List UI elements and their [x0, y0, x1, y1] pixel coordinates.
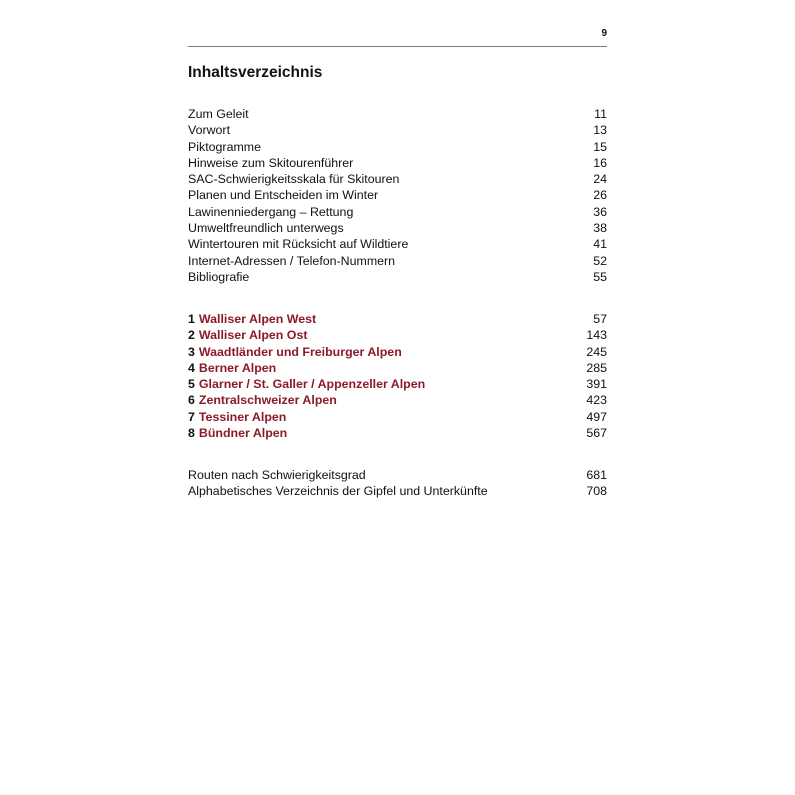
toc-entry-page: 16: [593, 155, 607, 170]
toc-entry: [188, 220, 607, 236]
toc-entry-title: Umweltfreundlich unterwegs: [188, 221, 344, 236]
chapter-page: 285: [586, 360, 607, 375]
chapter-title: Zentralschweizer Alpen: [198, 393, 337, 408]
chapter-entry: [188, 311, 607, 327]
chapter-number: 4: [188, 360, 195, 375]
header-rule: [188, 46, 607, 47]
chapter-page: 423: [586, 393, 607, 408]
toc-entry: [188, 155, 607, 171]
chapter-entry: [188, 376, 607, 392]
toc-entry-title: SAC-Schwierigkeitsskala für Skitouren: [188, 172, 400, 187]
chapter-heading: [188, 376, 425, 392]
toc-entry-title: Hinweise zum Skitourenführer: [188, 155, 354, 170]
chapter-title: Bündner Alpen: [198, 426, 288, 441]
chapter-entry: [188, 392, 607, 408]
back-matter-list: [188, 467, 607, 500]
chapter-heading: [188, 327, 307, 343]
toc-entry-title: Vorwort: [188, 123, 231, 138]
toc-entry: [188, 483, 607, 499]
front-matter-list: [188, 106, 607, 285]
toc-entry-title: Bibliografie: [188, 269, 250, 284]
toc-entry-title: Routen nach Schwierigkeitsgrad: [188, 468, 366, 482]
toc-entry-page: 681: [586, 468, 607, 482]
chapter-number: 6: [188, 393, 195, 408]
chapter-number: 3: [188, 344, 195, 359]
toc-entry: [188, 253, 607, 269]
chapter-list: [188, 311, 607, 441]
page-title: Inhaltsverzeichnis: [188, 64, 323, 81]
toc-entry: [188, 467, 607, 483]
toc-entry-page: 52: [593, 253, 607, 268]
toc-entry-page: 38: [593, 221, 607, 236]
chapter-number: 5: [188, 377, 195, 392]
toc-entry-title: Alphabetisches Verzeichnis der Gipfel und Unterkünfte: [188, 484, 488, 499]
chapter-heading: [188, 409, 286, 425]
toc-entry-page: 24: [593, 172, 607, 187]
chapter-title: Walliser Alpen Ost: [198, 328, 308, 343]
toc-entry-title: Internet-Adressen / Telefon-Nummern: [188, 253, 396, 268]
toc-entry: [188, 204, 607, 220]
toc-entry: [188, 139, 607, 155]
chapter-number: 7: [188, 409, 195, 424]
chapter-number: 1: [188, 312, 195, 326]
toc-entry: [188, 236, 607, 252]
toc-entry-page: 11: [594, 107, 607, 121]
chapter-entry: [188, 344, 607, 360]
toc-entry-title: Piktogramme: [188, 139, 261, 154]
chapter-page: 567: [586, 426, 607, 441]
chapter-title: Berner Alpen: [198, 360, 277, 375]
page-number: 9: [601, 28, 607, 39]
toc-entry-page: 13: [593, 123, 607, 138]
toc-entry-page: 15: [593, 139, 607, 154]
chapter-heading: [188, 344, 402, 360]
chapter-page: 57: [593, 312, 607, 326]
toc-entry: [188, 269, 607, 285]
chapter-page: 143: [586, 328, 607, 343]
toc-entry-page: 36: [593, 204, 607, 219]
toc-entry: [188, 122, 607, 138]
toc-entry: [188, 106, 607, 122]
chapter-title: Glarner / St. Galler / Appenzeller Alpen: [198, 377, 426, 392]
chapter-page: 391: [586, 377, 607, 392]
toc-entry-page: 708: [586, 484, 607, 499]
chapter-heading: [188, 392, 337, 408]
chapter-entry: [188, 409, 607, 425]
toc-entry-page: 26: [593, 188, 607, 203]
chapter-heading: [188, 311, 316, 327]
chapter-heading: [188, 425, 287, 441]
toc-entry-page: 41: [593, 237, 607, 252]
chapter-title: Walliser Alpen West: [198, 312, 317, 326]
chapter-entry: [188, 327, 607, 343]
toc-entry: [188, 171, 607, 187]
chapter-entry: [188, 360, 607, 376]
chapter-title: Tessiner Alpen: [198, 409, 287, 424]
toc-entry-page: 55: [593, 269, 607, 284]
chapter-title: Waadtländer und Freiburger Alpen: [198, 344, 402, 359]
toc-entry-title: Lawinenniedergang – Rettung: [188, 204, 354, 219]
chapter-number: 2: [188, 328, 195, 343]
toc-entry-title: Planen und Entscheiden im Winter: [188, 188, 379, 203]
toc-entry-title: Zum Geleit: [188, 107, 249, 121]
chapter-number: 8: [188, 426, 195, 441]
toc-entry: [188, 187, 607, 203]
toc-entry-title: Wintertouren mit Rücksicht auf Wildtiere: [188, 237, 409, 252]
chapter-entry: [188, 425, 607, 441]
chapter-heading: [188, 360, 276, 376]
chapter-page: 245: [586, 344, 607, 359]
chapter-page: 497: [586, 409, 607, 424]
